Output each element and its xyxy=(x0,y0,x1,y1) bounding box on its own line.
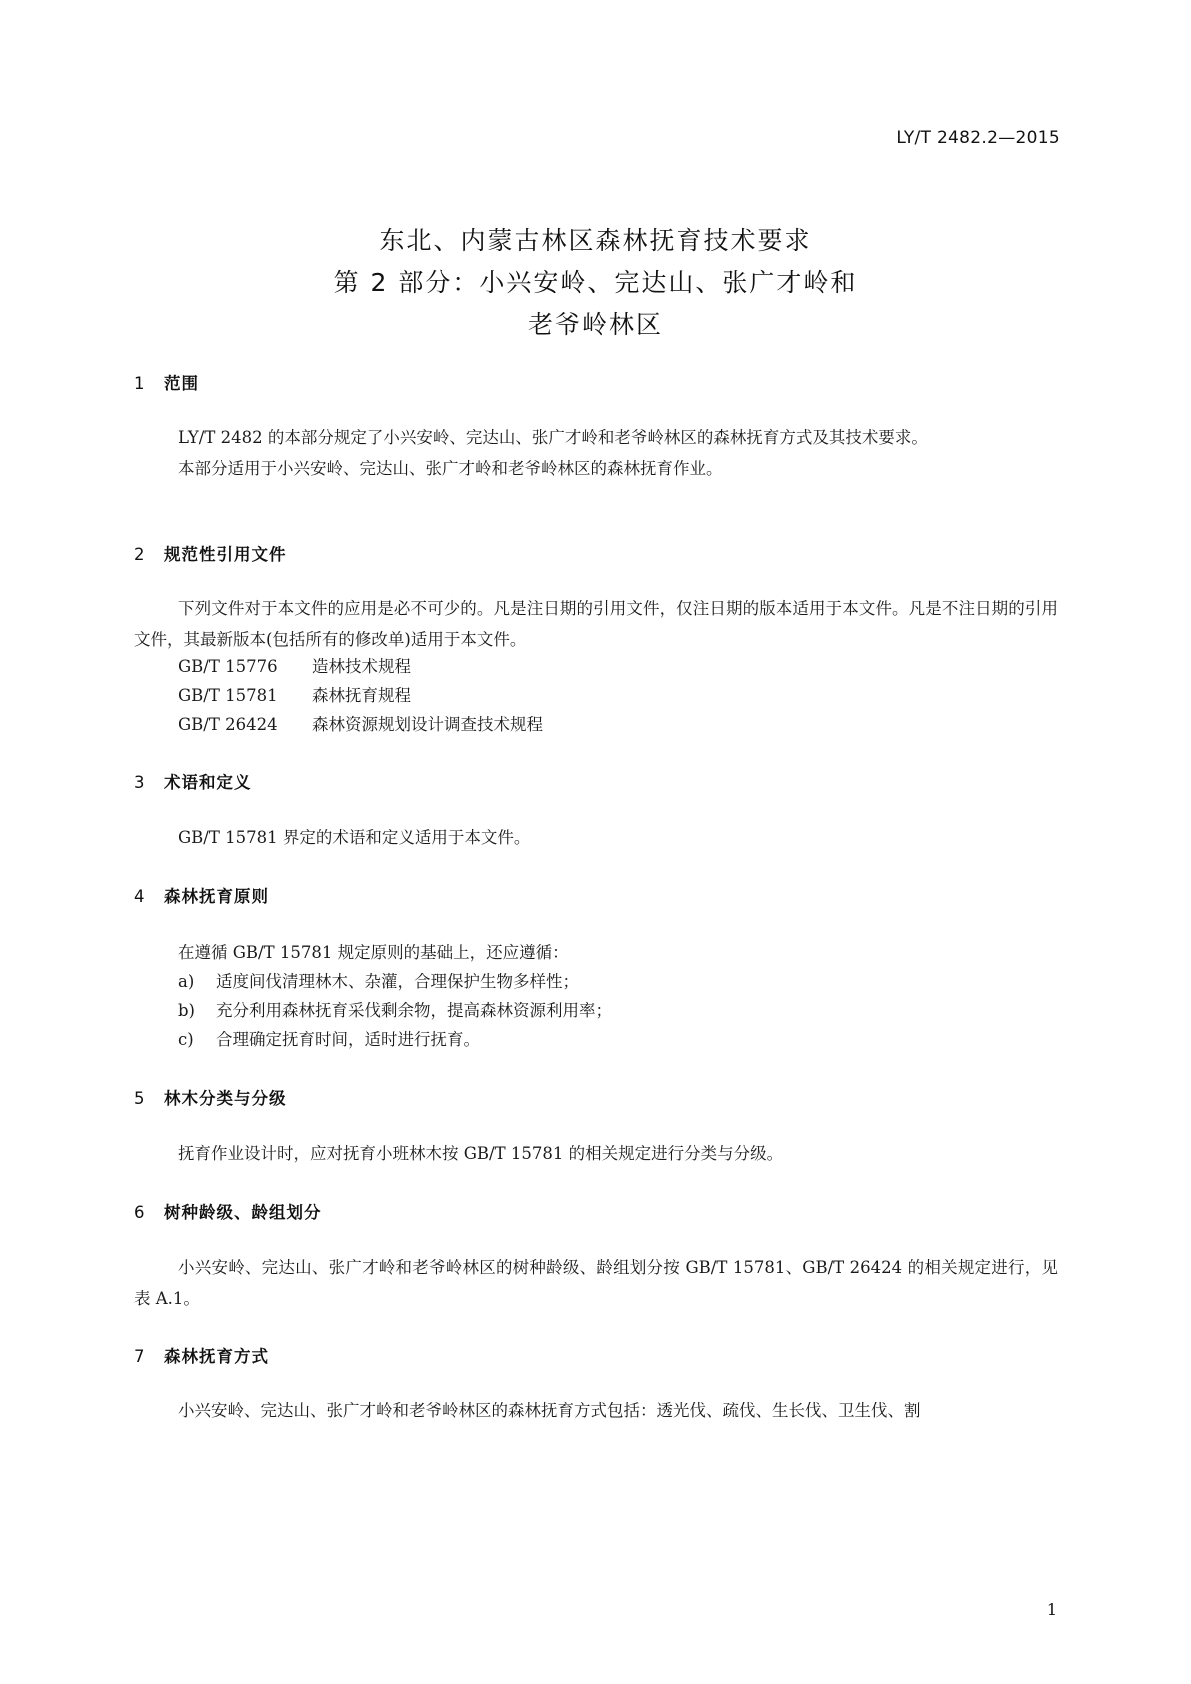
section-title: 规范性引用文件 xyxy=(164,545,287,564)
section-4-heading xyxy=(134,883,269,907)
section-6-body xyxy=(134,1252,1058,1314)
page-number: 1 xyxy=(1046,1600,1057,1619)
title-line-3: 老爷岭林区 xyxy=(527,310,663,339)
paragraph: 本部分适用于小兴安岭、完达山、张广才岭和老爷岭林区的森林抚育作业。 xyxy=(178,459,723,478)
section-number: 1 xyxy=(134,374,146,393)
document-title xyxy=(0,220,1191,346)
paragraph: GB/T 15781 界定的术语和定义适用于本文件。 xyxy=(178,828,531,847)
section-title: 森林抚育原则 xyxy=(164,887,269,906)
reference-code: GB/T 15776 xyxy=(178,657,278,676)
paragraph: 抚育作业设计时，应对抚育小班林木按 GB/T 15781 的相关规定进行分类与分级。 xyxy=(178,1144,784,1163)
list-marker: b) xyxy=(178,1001,195,1020)
section-title: 树种龄级、龄组划分 xyxy=(164,1203,322,1222)
section-1-body xyxy=(134,422,1058,484)
section-number: 4 xyxy=(134,887,146,906)
list-item xyxy=(178,995,612,1026)
list-marker: a) xyxy=(178,972,195,991)
standard-code: LY/T 2482.2—2015 xyxy=(896,128,1060,148)
list-item xyxy=(178,1024,480,1055)
list-text: 合理确定抚育时间，适时进行抚育。 xyxy=(216,1030,480,1049)
title-line-1: 东北、内蒙古林区森林抚育技术要求 xyxy=(379,226,812,255)
section-title: 术语和定义 xyxy=(164,773,252,792)
section-title: 范围 xyxy=(164,374,199,393)
reference-line xyxy=(178,709,543,740)
section-number: 7 xyxy=(134,1347,146,1366)
section-2-body xyxy=(134,593,1058,655)
section-2-heading xyxy=(134,541,287,565)
section-5-heading xyxy=(134,1085,287,1109)
reference-name: 森林资源规划设计调查技术规程 xyxy=(312,715,543,734)
reference-code: GB/T 15781 xyxy=(178,686,278,705)
section-number: 5 xyxy=(134,1089,146,1108)
list-text: 适度间伐清理林木、杂灌，合理保护生物多样性； xyxy=(216,972,579,991)
section-3-heading xyxy=(134,769,252,793)
reference-line xyxy=(178,651,411,682)
title-line-2: 第 2 部分：小兴安岭、完达山、张广才岭和 xyxy=(333,268,858,297)
section-title: 林木分类与分级 xyxy=(164,1089,287,1108)
section-number: 6 xyxy=(134,1203,146,1222)
paragraph: 下列文件对于本文件的应用是必不可少的。凡是注日期的引用文件，仅注日期的版本适用于本文件。凡是不注日期的引用文件，其最新版本(包括所有的修改单)适用于本文件。 xyxy=(134,599,1058,649)
section-4-body xyxy=(134,937,1058,968)
list-item xyxy=(178,966,579,997)
reference-name: 森林抚育规程 xyxy=(312,686,411,705)
section-5-body xyxy=(134,1138,1058,1169)
list-marker: c) xyxy=(178,1030,194,1049)
section-6-heading xyxy=(134,1199,322,1223)
section-1-heading xyxy=(134,370,199,394)
section-7-body xyxy=(134,1395,1058,1426)
reference-code: GB/T 26424 xyxy=(178,715,278,734)
section-title: 森林抚育方式 xyxy=(164,1347,269,1366)
list-text: 充分利用森林抚育采伐剩余物，提高森林资源利用率； xyxy=(216,1001,612,1020)
reference-name: 造林技术规程 xyxy=(312,657,411,676)
section-number: 3 xyxy=(134,773,146,792)
paragraph: LY/T 2482 的本部分规定了小兴安岭、完达山、张广才岭和老爷岭林区的森林抚育方式及其技术要求。 xyxy=(178,428,928,447)
section-number: 2 xyxy=(134,545,146,564)
section-7-heading xyxy=(134,1343,269,1367)
paragraph: 在遵循 GB/T 15781 规定原则的基础上，还应遵循： xyxy=(178,943,569,962)
reference-line xyxy=(178,680,411,711)
paragraph: 小兴安岭、完达山、张广才岭和老爷岭林区的树种龄级、龄组划分按 GB/T 15781、GB/T 26424 的相关规定进行，见表 A.1。 xyxy=(134,1258,1058,1308)
section-3-body xyxy=(134,822,1058,853)
paragraph: 小兴安岭、完达山、张广才岭和老爷岭林区的森林抚育方式包括：透光伐、疏伐、生长伐、卫生伐、割 xyxy=(178,1401,921,1420)
